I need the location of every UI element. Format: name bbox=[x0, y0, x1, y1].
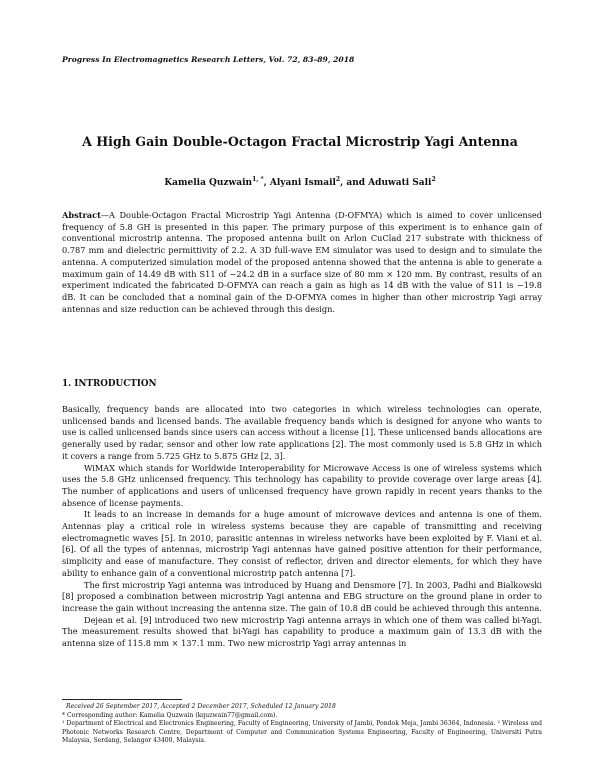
corresponding-author-note: * Corresponding author: Kamelia Quzwain (kquzwain77@gmail.com). bbox=[62, 711, 278, 719]
author-separator: , bbox=[263, 178, 270, 188]
paragraph: The first microstrip Yagi antenna was introduced by Huang and Densmore [7]. In 2003, Padhi and Bialkowski [8] proposed a combination between microstrip Yagi antenna and EBG structure on the ground plane in order to increase the gain without increasing the antenna size. The gain of 10.8 dB could be achieved through this antenna. bbox=[62, 579, 542, 613]
author-affiliation-mark: 2 bbox=[335, 176, 341, 183]
abstract bbox=[62, 210, 542, 315]
author-name: Alyani Ismail bbox=[269, 178, 336, 188]
paper-title: A High Gain Double-Octagon Fractal Microstrip Yagi Antenna bbox=[82, 134, 518, 149]
author-affiliation-mark: 2 bbox=[431, 176, 436, 183]
section-heading: 1. INTRODUCTION bbox=[62, 379, 157, 389]
journal-header: Progress In Electromagnetics Research Letters, Vol. 72, 83–89, 2018 bbox=[62, 55, 355, 64]
author-list bbox=[0, 176, 600, 188]
paragraph: It leads to an increase in demands for a huge amount of microwave devices and antenna is one of them. Antennas play a critical role in wireless systems because they are capable of transmitting and receiving electromagnetic waves [5]. In 2010, parasitic antennas in wireless networks have been exploited by F. Viani et al. [6]. Of all the types of antennas, microstrip Yagi antennas have gained positive attention for their performance, simplicity and ease of manufacture. They consist of reflector, driven and director elements, for which they have ability to enhance gain of a conventional microstrip patch antenna [7]. bbox=[62, 509, 542, 578]
author-name: Kamelia Quzwain bbox=[164, 178, 253, 188]
author-separator: , and bbox=[340, 178, 369, 188]
paragraph: Dejean et al. [9] introduced two new microstrip Yagi antenna arrays in which one of them was called bi-Yagi. The measurement results showed that bi-Yagi has capability to produce a maximum gain of 13.3 dB with the antenna size of 115.8 mm × 137.1 mm. Two new microstrip Yagi array antennas in bbox=[62, 614, 542, 649]
footnote-divider bbox=[62, 699, 182, 700]
author-name: Aduwati Sali bbox=[368, 178, 432, 188]
received-dates: Received 26 September 2017, Accepted 2 December 2017, Scheduled 12 January 2018 bbox=[66, 703, 336, 710]
paragraph: Basically, frequency bands are allocated into two categories in which wireless technologies can operate, unlicensed bands and licensed bands. The available frequency bands which is designed for anyone who wants to use is called unlicensed bands since users can access without a license [1]. These unlicensed bands allocations are generally used by radar, sensor and other low rate applications [2]. The most commonly used is 5.8 GHz in which it covers a range from 5.725 GHz to 5.875 GHz [2, 3]. bbox=[62, 404, 542, 461]
author-affiliation-mark: 1, * bbox=[252, 176, 264, 183]
section-body bbox=[62, 404, 542, 650]
paragraph: WiMAX which stands for Worldwide Interoperability for Microwave Access is one of wireless systems which uses the 5.8 GHz unlicensed frequency. This technology has capability to provide coverage over large areas [4]. The number of applications and users of unlicensed frequency have grown rapidly in recent years thanks to the absence of license payments. bbox=[62, 462, 542, 508]
affiliations-note: ¹ Department of Electrical and Electronics Engineering, Faculty of Engineering, University of Jambi, Pondok Meja, Jambi 36364, Indonesia. ² Wireless and Photonic Networks Research Centre, Department of Computer and Communication Systems Engineering, Faculty of Engineering, Universiti Putra Malaysia, Serdang, Selangor 43400, Malaysia. bbox=[62, 720, 542, 745]
abstract-label: Abstract bbox=[62, 210, 101, 220]
footnotes bbox=[62, 703, 542, 746]
abstract-text: —A Double-Octagon Fractal Microstrip Yagi Antenna (D-OFMYA) which is aimed to cover unlicensed frequency of 5.8 GH is presented in this paper. The primary purpose of this experiment is to enhance gain of conventional microstrip antenna. The proposed antenna built on Arlon CuClad 217 substrate with thickness of 0.787 mm and dielectric permittivity of 2.2. A 3D full-wave EM simulator was used to design and to simulate the antenna. A computerized simulation model of the proposed antenna showed that the antenna is able to generate a maximum gain of 14.49 dB with S11 of −24.2 dB in a surface size of 80 mm × 120 mm. By contrast, results of an experiment indicated the fabricated D-OFMYA can reach a gain as high as 14 dB with the value of S11 is −19.8 dB. It can be concluded that a nominal gain of the D-OFMYA comes in higher than other microstrip Yagi array antennas and size reduction can be achieved through this design. bbox=[62, 210, 542, 314]
